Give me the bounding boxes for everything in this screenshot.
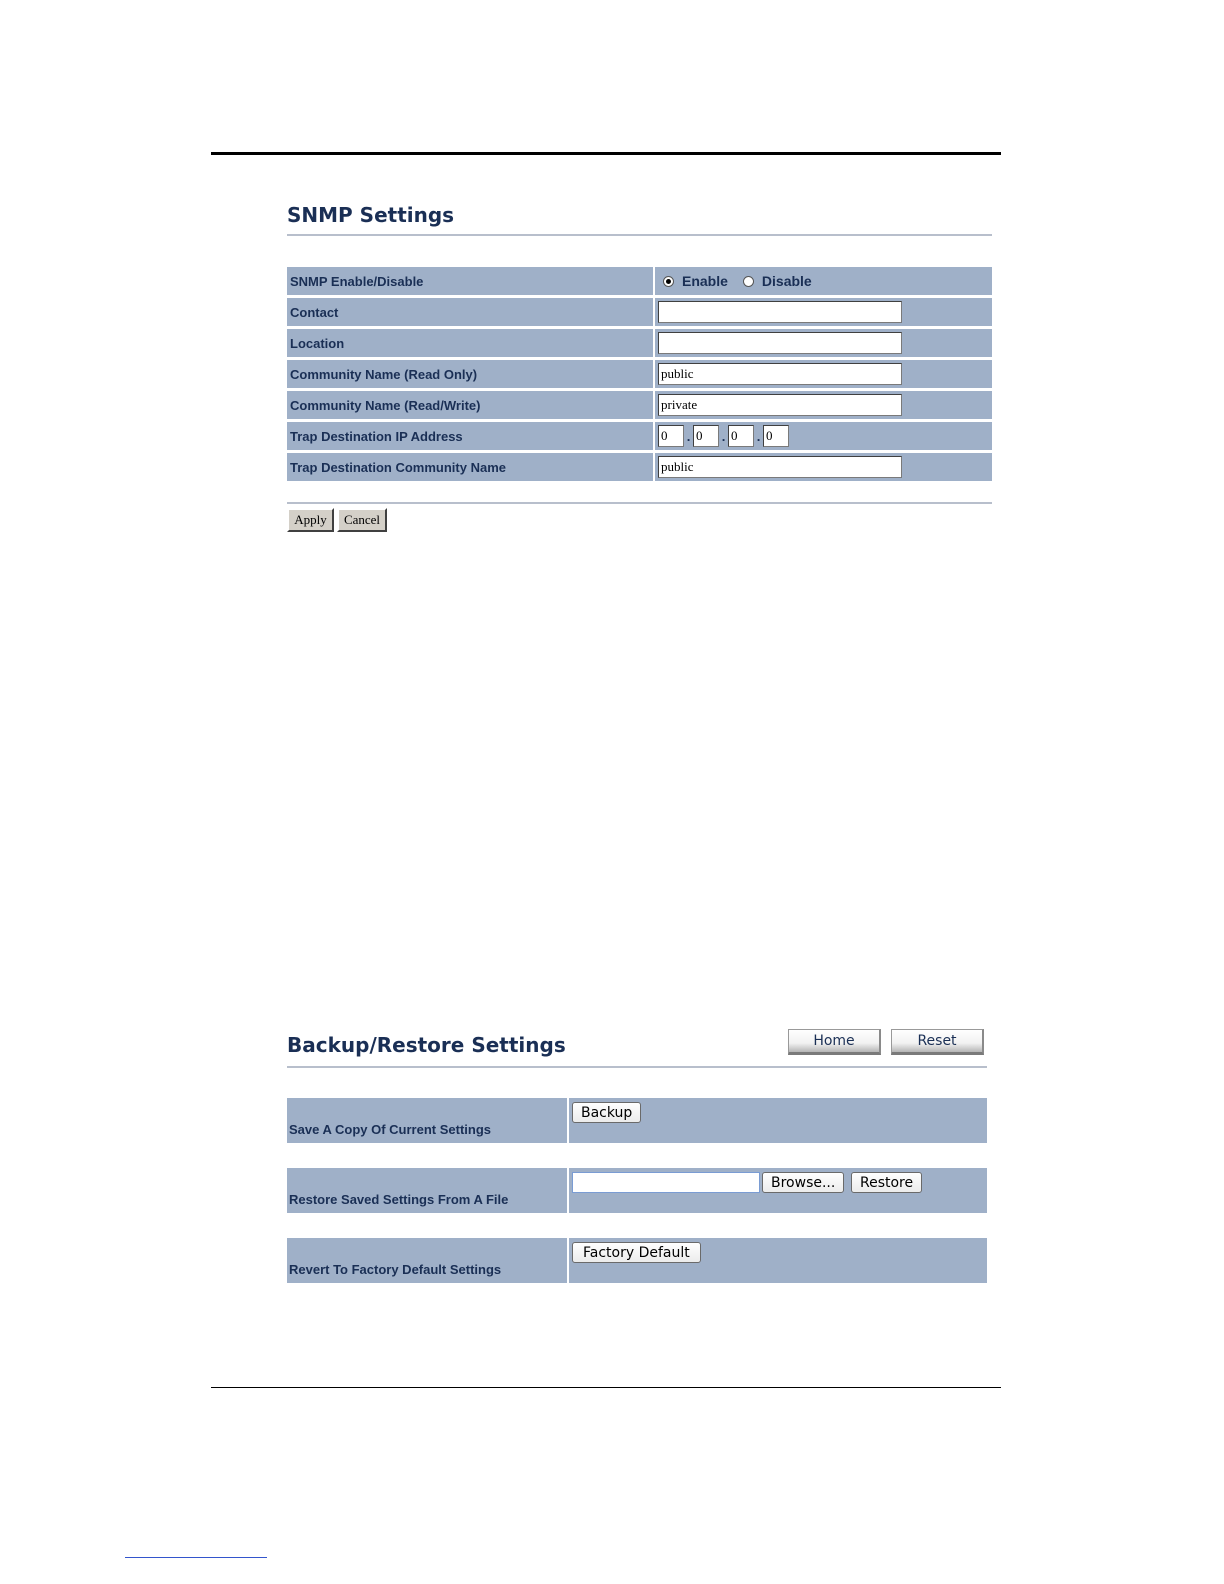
- apply-button[interactable]: Apply: [287, 508, 334, 532]
- reset-button[interactable]: Reset: [891, 1029, 984, 1055]
- community-rw-label: Community Name (Read/Write): [287, 391, 653, 419]
- snmp-enable-radio[interactable]: [663, 276, 674, 287]
- footer-link-underline: [125, 1557, 267, 1558]
- trap-ip-octet-1[interactable]: [658, 425, 684, 447]
- factory-default-row: [287, 1238, 987, 1283]
- save-settings-value: [569, 1098, 987, 1143]
- trap-ip-octet-2[interactable]: [693, 425, 719, 447]
- trap-community-row: [287, 453, 992, 481]
- snmp-enable-radio-label: Enable: [682, 273, 728, 289]
- restore-settings-label: Restore Saved Settings From A File: [287, 1168, 567, 1213]
- community-rw-row: [287, 391, 992, 419]
- restore-file-input[interactable]: [572, 1172, 760, 1193]
- trap-community-value: [655, 453, 992, 481]
- location-row: [287, 329, 992, 357]
- trap-ip-octet-4[interactable]: [763, 425, 789, 447]
- contact-value: [655, 298, 992, 326]
- community-ro-label: Community Name (Read Only): [287, 360, 653, 388]
- contact-input[interactable]: [658, 301, 902, 323]
- ip-separator: .: [721, 428, 726, 444]
- top-page-rule: [211, 152, 1001, 155]
- community-ro-input[interactable]: [658, 363, 902, 385]
- location-input[interactable]: [658, 332, 902, 354]
- snmp-enable-label: SNMP Enable/Disable: [287, 267, 653, 295]
- backup-title-divider: [287, 1066, 987, 1068]
- snmp-settings-title: SNMP Settings: [287, 203, 455, 227]
- trap-ip-value: [655, 422, 992, 450]
- bottom-page-rule: [211, 1387, 1001, 1388]
- restore-settings-value: [569, 1168, 987, 1213]
- ip-separator: .: [686, 428, 691, 444]
- home-button[interactable]: Home: [788, 1029, 881, 1055]
- factory-default-button[interactable]: Factory Default: [572, 1242, 701, 1263]
- restore-settings-row: [287, 1168, 987, 1213]
- snmp-disable-radio-label: Disable: [761, 273, 812, 289]
- save-settings-label: Save A Copy Of Current Settings: [287, 1098, 567, 1143]
- contact-row: [287, 298, 992, 326]
- snmp-enable-value: [655, 267, 992, 295]
- trap-ip-octet-3[interactable]: [728, 425, 754, 447]
- community-ro-row: [287, 360, 992, 388]
- trap-ip-row: [287, 422, 992, 450]
- community-rw-value: [655, 391, 992, 419]
- snmp-bottom-divider: [287, 502, 992, 504]
- backup-button[interactable]: Backup: [572, 1102, 641, 1123]
- community-ro-value: [655, 360, 992, 388]
- snmp-disable-radio[interactable]: [743, 276, 754, 287]
- snmp-enable-row: [287, 267, 992, 295]
- snmp-enable-radio-group: [658, 273, 822, 289]
- location-value: [655, 329, 992, 357]
- backup-restore-title: Backup/Restore Settings: [287, 1033, 566, 1057]
- trap-community-label: Trap Destination Community Name: [287, 453, 653, 481]
- snmp-title-divider: [287, 234, 992, 236]
- location-label: Location: [287, 329, 653, 357]
- factory-default-label: Revert To Factory Default Settings: [287, 1238, 567, 1283]
- ip-separator: .: [756, 428, 761, 444]
- cancel-button[interactable]: Cancel: [337, 508, 387, 532]
- restore-button[interactable]: Restore: [851, 1172, 922, 1193]
- save-settings-row: [287, 1098, 987, 1143]
- trap-ip-label: Trap Destination IP Address: [287, 422, 653, 450]
- community-rw-input[interactable]: [658, 394, 902, 416]
- contact-label: Contact: [287, 298, 653, 326]
- browse-button[interactable]: Browse...: [762, 1172, 844, 1193]
- trap-community-input[interactable]: [658, 456, 902, 478]
- snmp-settings-table: [287, 267, 992, 484]
- factory-default-value: [569, 1238, 987, 1283]
